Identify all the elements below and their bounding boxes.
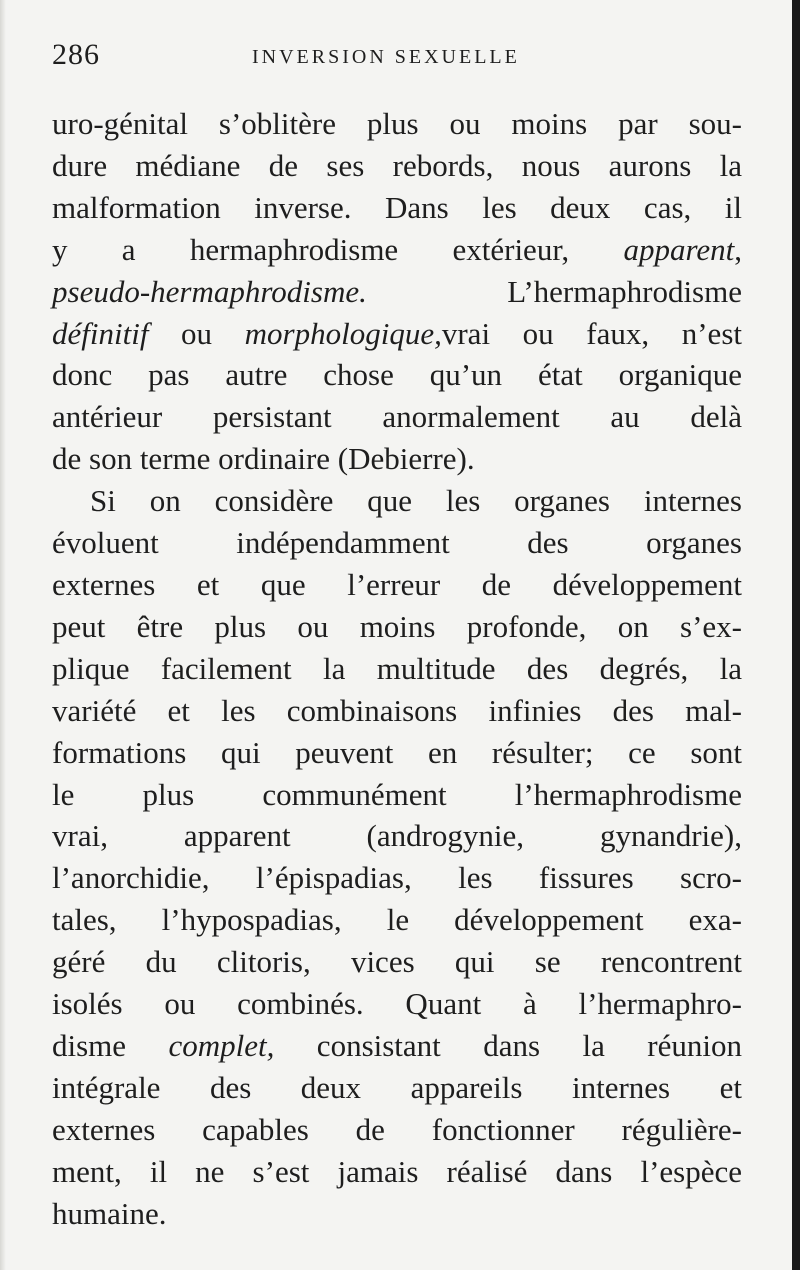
text-line	[52, 815, 742, 857]
page-header	[52, 38, 752, 78]
text-segment: de son terme ordinaire (Debierre).	[52, 441, 475, 477]
text-segment: ou	[148, 315, 245, 351]
text-segment: variété et les combinaisons infinies des mal-	[52, 692, 742, 728]
italic-text: apparent	[623, 231, 735, 267]
text-segment: vrai ou faux, n’est	[441, 315, 742, 351]
text-segment: humaine.	[52, 1195, 167, 1231]
text-line	[52, 857, 742, 899]
text-line	[52, 229, 742, 271]
text-segment: tales, l’hypospadias, le développement exa-	[52, 902, 742, 938]
text-segment: évoluent indépendamment des organes	[52, 525, 742, 561]
text-segment: L’hermaphrodisme	[366, 273, 742, 309]
running-title: INVERSION SEXUELLE	[252, 46, 520, 68]
text-line	[52, 648, 742, 690]
italic-text: morphologique,	[244, 315, 442, 351]
text-segment: dure médiane de ses rebords, nous aurons la	[52, 147, 742, 183]
text-line	[52, 354, 742, 396]
text-line	[52, 983, 742, 1025]
text-line	[52, 187, 742, 229]
text-line	[52, 103, 742, 145]
text-segment: ,	[734, 231, 742, 267]
text-segment: externes capables de fonctionner régulière-	[52, 1111, 742, 1147]
text-segment: le plus communément l’hermaphrodisme	[52, 776, 742, 812]
text-line	[52, 438, 742, 480]
body-text	[52, 103, 742, 1234]
text-segment: intégrale des deux appareils internes et	[52, 1069, 742, 1105]
text-segment: donc pas autre chose qu’un état organique	[52, 357, 742, 393]
text-segment: Si on considère que les organes internes	[90, 483, 742, 519]
text-segment: peut être plus ou moins profonde, on s’ex-	[52, 608, 742, 644]
text-line	[52, 732, 742, 774]
text-segment: ment, il ne s’est jamais réalisé dans l’espèce	[52, 1153, 742, 1189]
text-line	[52, 313, 742, 355]
text-line	[52, 1151, 742, 1193]
text-line	[52, 396, 742, 438]
text-segment: l’anorchidie, l’épispadias, les fissures scro-	[52, 860, 742, 896]
text-line	[52, 271, 742, 313]
text-segment: disme	[52, 1027, 169, 1063]
text-line	[52, 690, 742, 732]
text-line	[52, 606, 742, 648]
text-segment: antérieur persistant anormalement au delà	[52, 399, 742, 435]
text-line	[52, 564, 742, 606]
text-segment: formations qui peuvent en résulter; ce sont	[52, 734, 742, 770]
text-line	[52, 899, 742, 941]
italic-text: complet,	[168, 1027, 275, 1063]
text-segment: uro-génital s’oblitère plus ou moins par sou-	[52, 106, 742, 141]
page-number: 286	[52, 38, 100, 71]
text-segment: y a hermaphrodisme extérieur,	[52, 231, 624, 267]
text-segment: malformation inverse. Dans les deux cas, il	[52, 189, 742, 225]
text-segment: isolés ou combinés. Quant à l’hermaphro-	[52, 986, 742, 1022]
italic-text: définitif	[52, 315, 149, 351]
text-line	[52, 145, 742, 187]
text-segment: vrai, apparent (androgynie, gynandrie),	[52, 818, 742, 854]
text-line	[52, 941, 742, 983]
text-line	[52, 1067, 742, 1109]
text-segment: consistant dans la réunion	[274, 1027, 742, 1063]
text-line	[52, 522, 742, 564]
text-segment: géré du clitoris, vices qui se rencontrent	[52, 944, 742, 980]
text-line	[52, 774, 742, 816]
text-segment: plique facilement la multitude des degrés, la	[52, 650, 742, 686]
text-line	[52, 480, 742, 522]
text-line	[52, 1109, 742, 1151]
text-line	[52, 1025, 742, 1067]
italic-text: pseudo-hermaphrodisme.	[52, 273, 367, 309]
text-line	[52, 1193, 742, 1235]
text-segment: externes et que l’erreur de développement	[52, 566, 742, 602]
